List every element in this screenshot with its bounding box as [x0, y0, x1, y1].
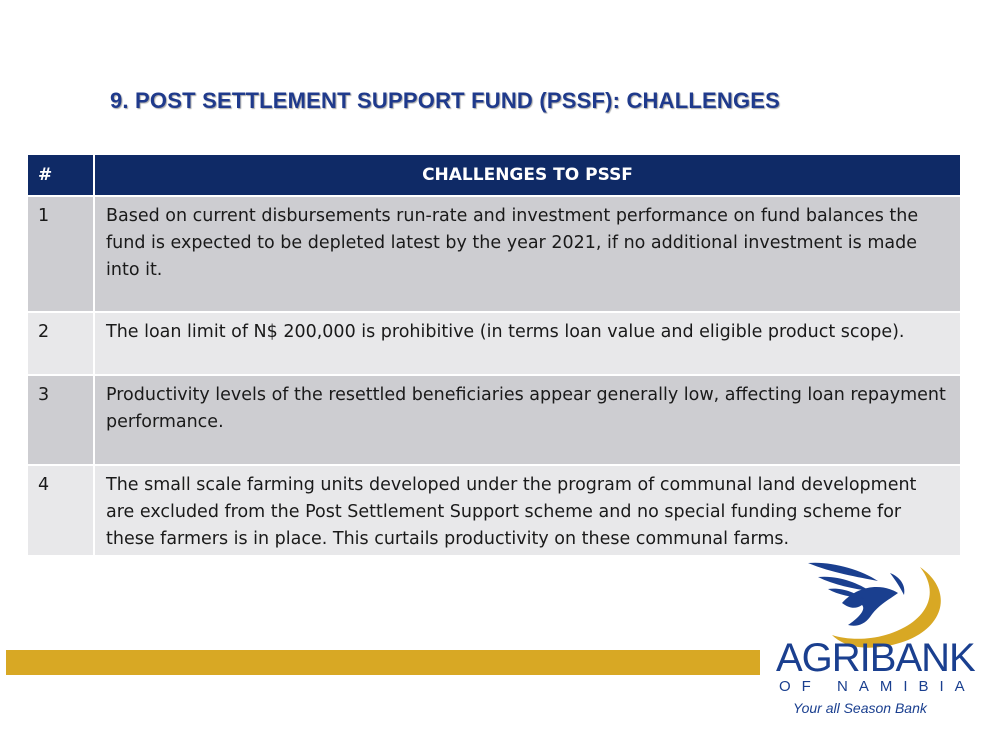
row-text: Productivity levels of the resettled beneficiaries appear generally low, affecting loan repayment performance.	[94, 375, 960, 465]
brand-subtitle: OF NAMIBIA	[779, 678, 976, 695]
row-number: 2	[28, 312, 94, 375]
slide-title: 9. POST SETTLEMENT SUPPORT FUND (PSSF): CHALLENGES	[110, 88, 781, 113]
gold-accent-bar	[6, 650, 760, 675]
table-header-row	[28, 155, 960, 196]
brand-tagline: Your all Season Bank	[793, 700, 927, 716]
challenges-table	[28, 155, 960, 555]
row-number: 4	[28, 465, 94, 555]
row-text: The small scale farming units developed under the program of communal land development are excluded from the Post Settlement Support scheme and no special funding scheme for these farmers is in place. This curtails productivity on these communal farms.	[94, 465, 960, 555]
table-row	[28, 375, 960, 465]
header-number: #	[28, 155, 94, 196]
header-challenges: CHALLENGES TO PSSF	[94, 155, 960, 196]
table-row	[28, 196, 960, 312]
row-number: 3	[28, 375, 94, 465]
table-row	[28, 465, 960, 555]
table-row	[28, 312, 960, 375]
row-text: The loan limit of N$ 200,000 is prohibitive (in terms loan value and eligible product scope).	[94, 312, 960, 375]
row-number: 1	[28, 196, 94, 312]
row-text: Based on current disbursements run-rate and investment performance on fund balances the fund is expected to be depleted latest by the year 2021, if no additional investment is made into it.	[94, 196, 960, 312]
brand-name: AGRIBANK	[776, 636, 975, 680]
